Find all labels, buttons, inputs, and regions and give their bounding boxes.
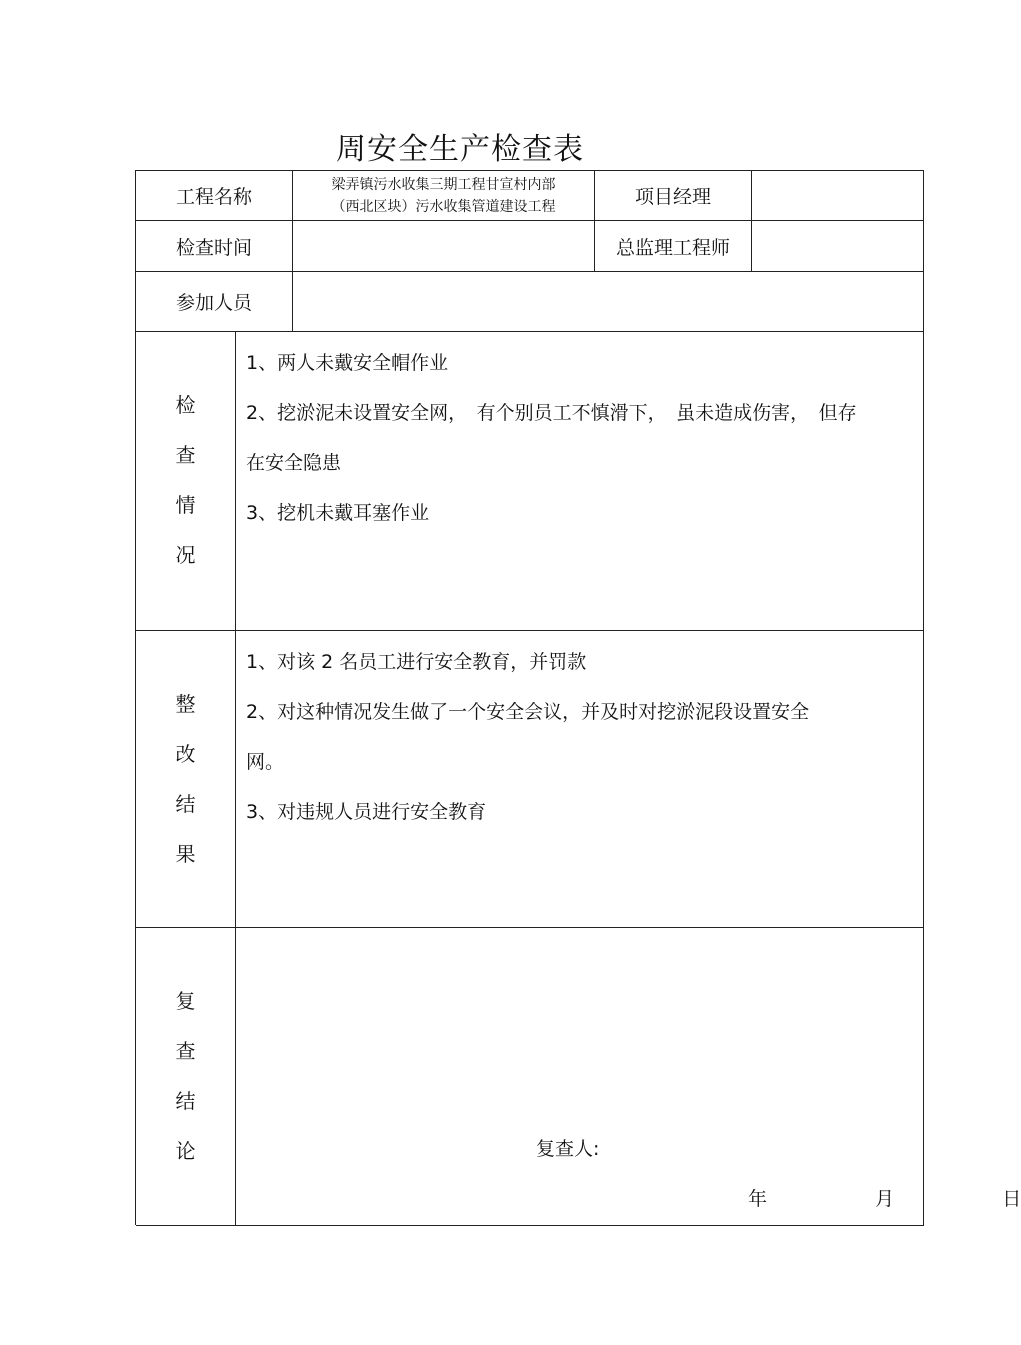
inspection-line: 3、挖机未戴耳塞作业 <box>246 502 430 524</box>
project-name-value[interactable] <box>293 171 595 221</box>
review-label-char: 结 <box>175 1089 196 1113</box>
review-content[interactable] <box>236 928 1021 1226</box>
project-manager-label: 项目经理 <box>595 171 752 221</box>
project-manager-value[interactable] <box>752 171 924 221</box>
rectification-label-char: 整 <box>175 692 196 716</box>
inspection-label-char: 况 <box>175 543 196 567</box>
inspection-label-char: 查 <box>175 443 196 467</box>
rectification-label-char: 改 <box>175 742 196 766</box>
review-label-char: 查 <box>175 1039 196 1063</box>
review-date: 年 月 日 <box>748 1188 1021 1210</box>
rectification-label <box>136 631 236 928</box>
rectification-line: 2、对这种情况发生做了一个安全会议，并及时对挖淤泥段设置安全 <box>246 701 810 723</box>
rectification-content[interactable] <box>236 631 924 928</box>
inspection-label <box>136 332 236 631</box>
check-time-value[interactable] <box>293 221 595 272</box>
project-name-label: 工程名称 <box>136 171 293 221</box>
rectification-label-char: 果 <box>175 842 196 866</box>
check-time-label: 检查时间 <box>136 221 293 272</box>
review-label <box>136 928 236 1226</box>
inspection-line: 在安全隐患 <box>246 452 342 474</box>
participants-label: 参加人员 <box>136 272 293 332</box>
participants-value[interactable] <box>293 272 924 332</box>
inspection-line: 1、两人未戴安全帽作业 <box>246 352 449 374</box>
rectification-label-char: 结 <box>175 792 196 816</box>
rectification-line: 3、对违规人员进行安全教育 <box>246 801 487 823</box>
reviewer-label: 复查人: <box>536 1138 600 1160</box>
review-label-char: 论 <box>175 1139 196 1163</box>
rectification-line: 1、对该 2 名员工进行安全教育，并罚款 <box>246 651 587 673</box>
project-name-line2: （西北区块）污水收集管道建设工程 <box>331 198 556 215</box>
chief-supervisor-value[interactable] <box>752 221 924 272</box>
inspection-content[interactable] <box>236 332 924 631</box>
inspection-label-char: 情 <box>175 493 196 517</box>
inspection-label-char: 检 <box>175 393 196 417</box>
inspection-form <box>135 170 1021 1225</box>
page-title: 周安全生产检查表 <box>336 132 584 167</box>
inspection-line: 2、挖淤泥未设置安全网， 有个别员工不慎滑下， 虽未造成伤害， 但存 <box>246 402 857 424</box>
review-label-char: 复 <box>175 989 196 1013</box>
chief-supervisor-label: 总监理工程师 <box>595 221 752 272</box>
rectification-line: 网。 <box>246 751 285 773</box>
project-name-line1: 梁弄镇污水收集三期工程甘宣村内部 <box>331 176 556 193</box>
